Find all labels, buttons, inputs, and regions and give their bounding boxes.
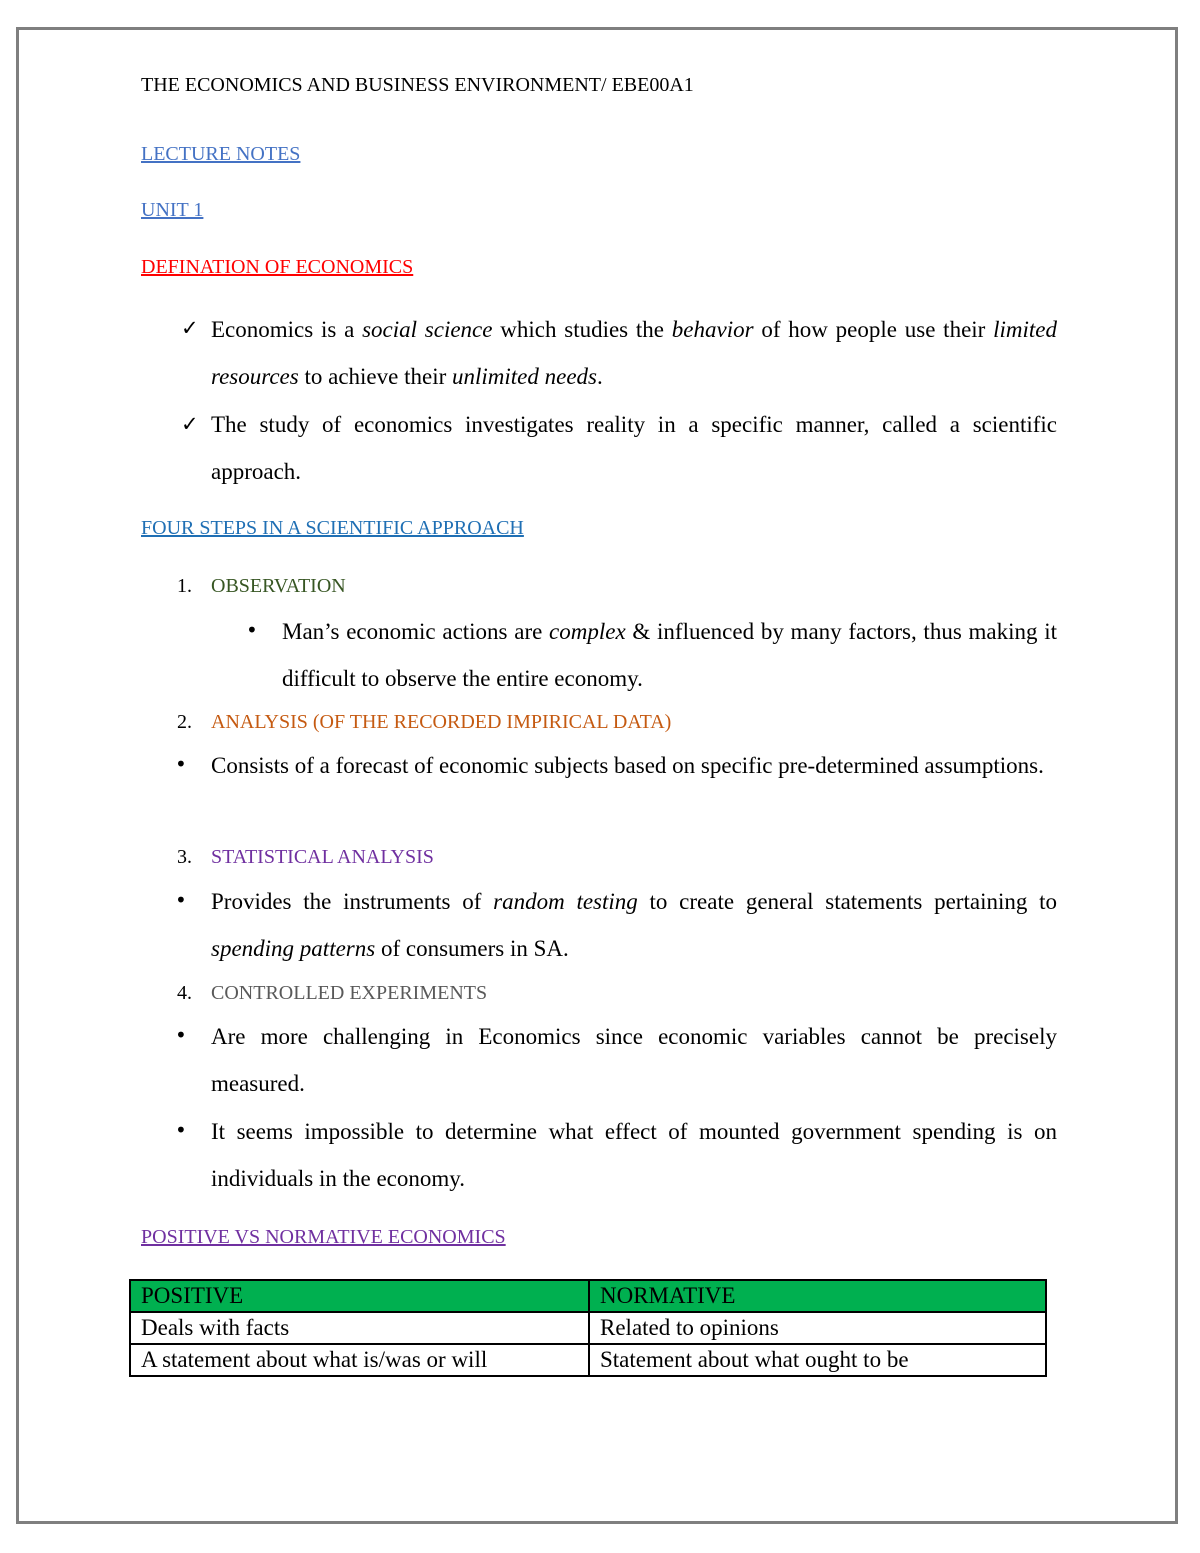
comparison-table — [129, 1279, 1047, 1377]
heading-unit[interactable]: UNIT 1 — [141, 199, 204, 221]
table-cell: A statement about what is/was or will — [130, 1344, 589, 1376]
definition-point-2: The study of economics investigates reality in a specific manner, called a scientific approach. — [211, 412, 1057, 484]
bullet-icon: • — [175, 888, 187, 912]
bullet-icon: • — [246, 618, 258, 642]
controlled-point-2: It seems impossible to determine what effect of mounted government spending is on individuals in the economy. — [211, 1119, 1057, 1191]
table-cell: Related to opinions — [589, 1312, 1046, 1344]
step-title-observation: OBSERVATION — [211, 575, 346, 597]
table-row — [130, 1344, 1046, 1376]
bullet-icon: • — [175, 752, 187, 776]
checkmark-icon: ✓ — [181, 412, 199, 436]
statistical-point: Provides the instruments of random testing to create general statements pertaining to spending patterns of consumers in SA. — [211, 889, 1057, 961]
step-number: 3. — [177, 846, 192, 868]
table-cell: Statement about what ought to be — [589, 1344, 1046, 1376]
bullet-icon: • — [175, 1023, 187, 1047]
document-header: THE ECONOMICS AND BUSINESS ENVIRONMENT/ EBE00A1 — [141, 74, 694, 96]
step-title-analysis: ANALYSIS (OF THE RECORDED IMPIRICAL DATA) — [211, 711, 672, 733]
heading-definition[interactable]: DEFINATION OF ECONOMICS — [141, 256, 414, 278]
table-cell: Deals with facts — [130, 1312, 589, 1344]
step-number: 2. — [177, 711, 192, 733]
bullet-icon: • — [175, 1118, 187, 1142]
heading-positive-vs-normative[interactable]: POSITIVE VS NORMATIVE ECONOMICS — [141, 1226, 506, 1248]
table-header-cell: NORMATIVE — [589, 1280, 1046, 1312]
table-row — [130, 1312, 1046, 1344]
analysis-point: Consists of a forecast of economic subjects based on specific pre-determined assumptions. — [211, 753, 1044, 778]
checkmark-icon: ✓ — [181, 316, 199, 340]
heading-four-steps[interactable]: FOUR STEPS IN A SCIENTIFIC APPROACH — [141, 517, 524, 539]
step-title-controlled: CONTROLLED EXPERIMENTS — [211, 982, 488, 1004]
heading-lecture-notes[interactable]: LECTURE NOTES — [141, 143, 301, 165]
step-number: 1. — [177, 575, 192, 597]
step-number: 4. — [177, 982, 192, 1004]
definition-point-1: Economics is a social science which studies the behavior of how people use their limited resources to achieve their unlimited needs. — [211, 317, 1057, 389]
observation-point: Man’s economic actions are complex & influenced by many factors, thus making it difficult to observe the entire economy. — [282, 619, 1057, 691]
table-header-cell: POSITIVE — [130, 1280, 589, 1312]
controlled-point-1: Are more challenging in Economics since economic variables cannot be precisely measured. — [211, 1024, 1057, 1096]
table-header-row — [130, 1280, 1046, 1312]
step-title-statistical: STATISTICAL ANALYSIS — [211, 846, 434, 868]
